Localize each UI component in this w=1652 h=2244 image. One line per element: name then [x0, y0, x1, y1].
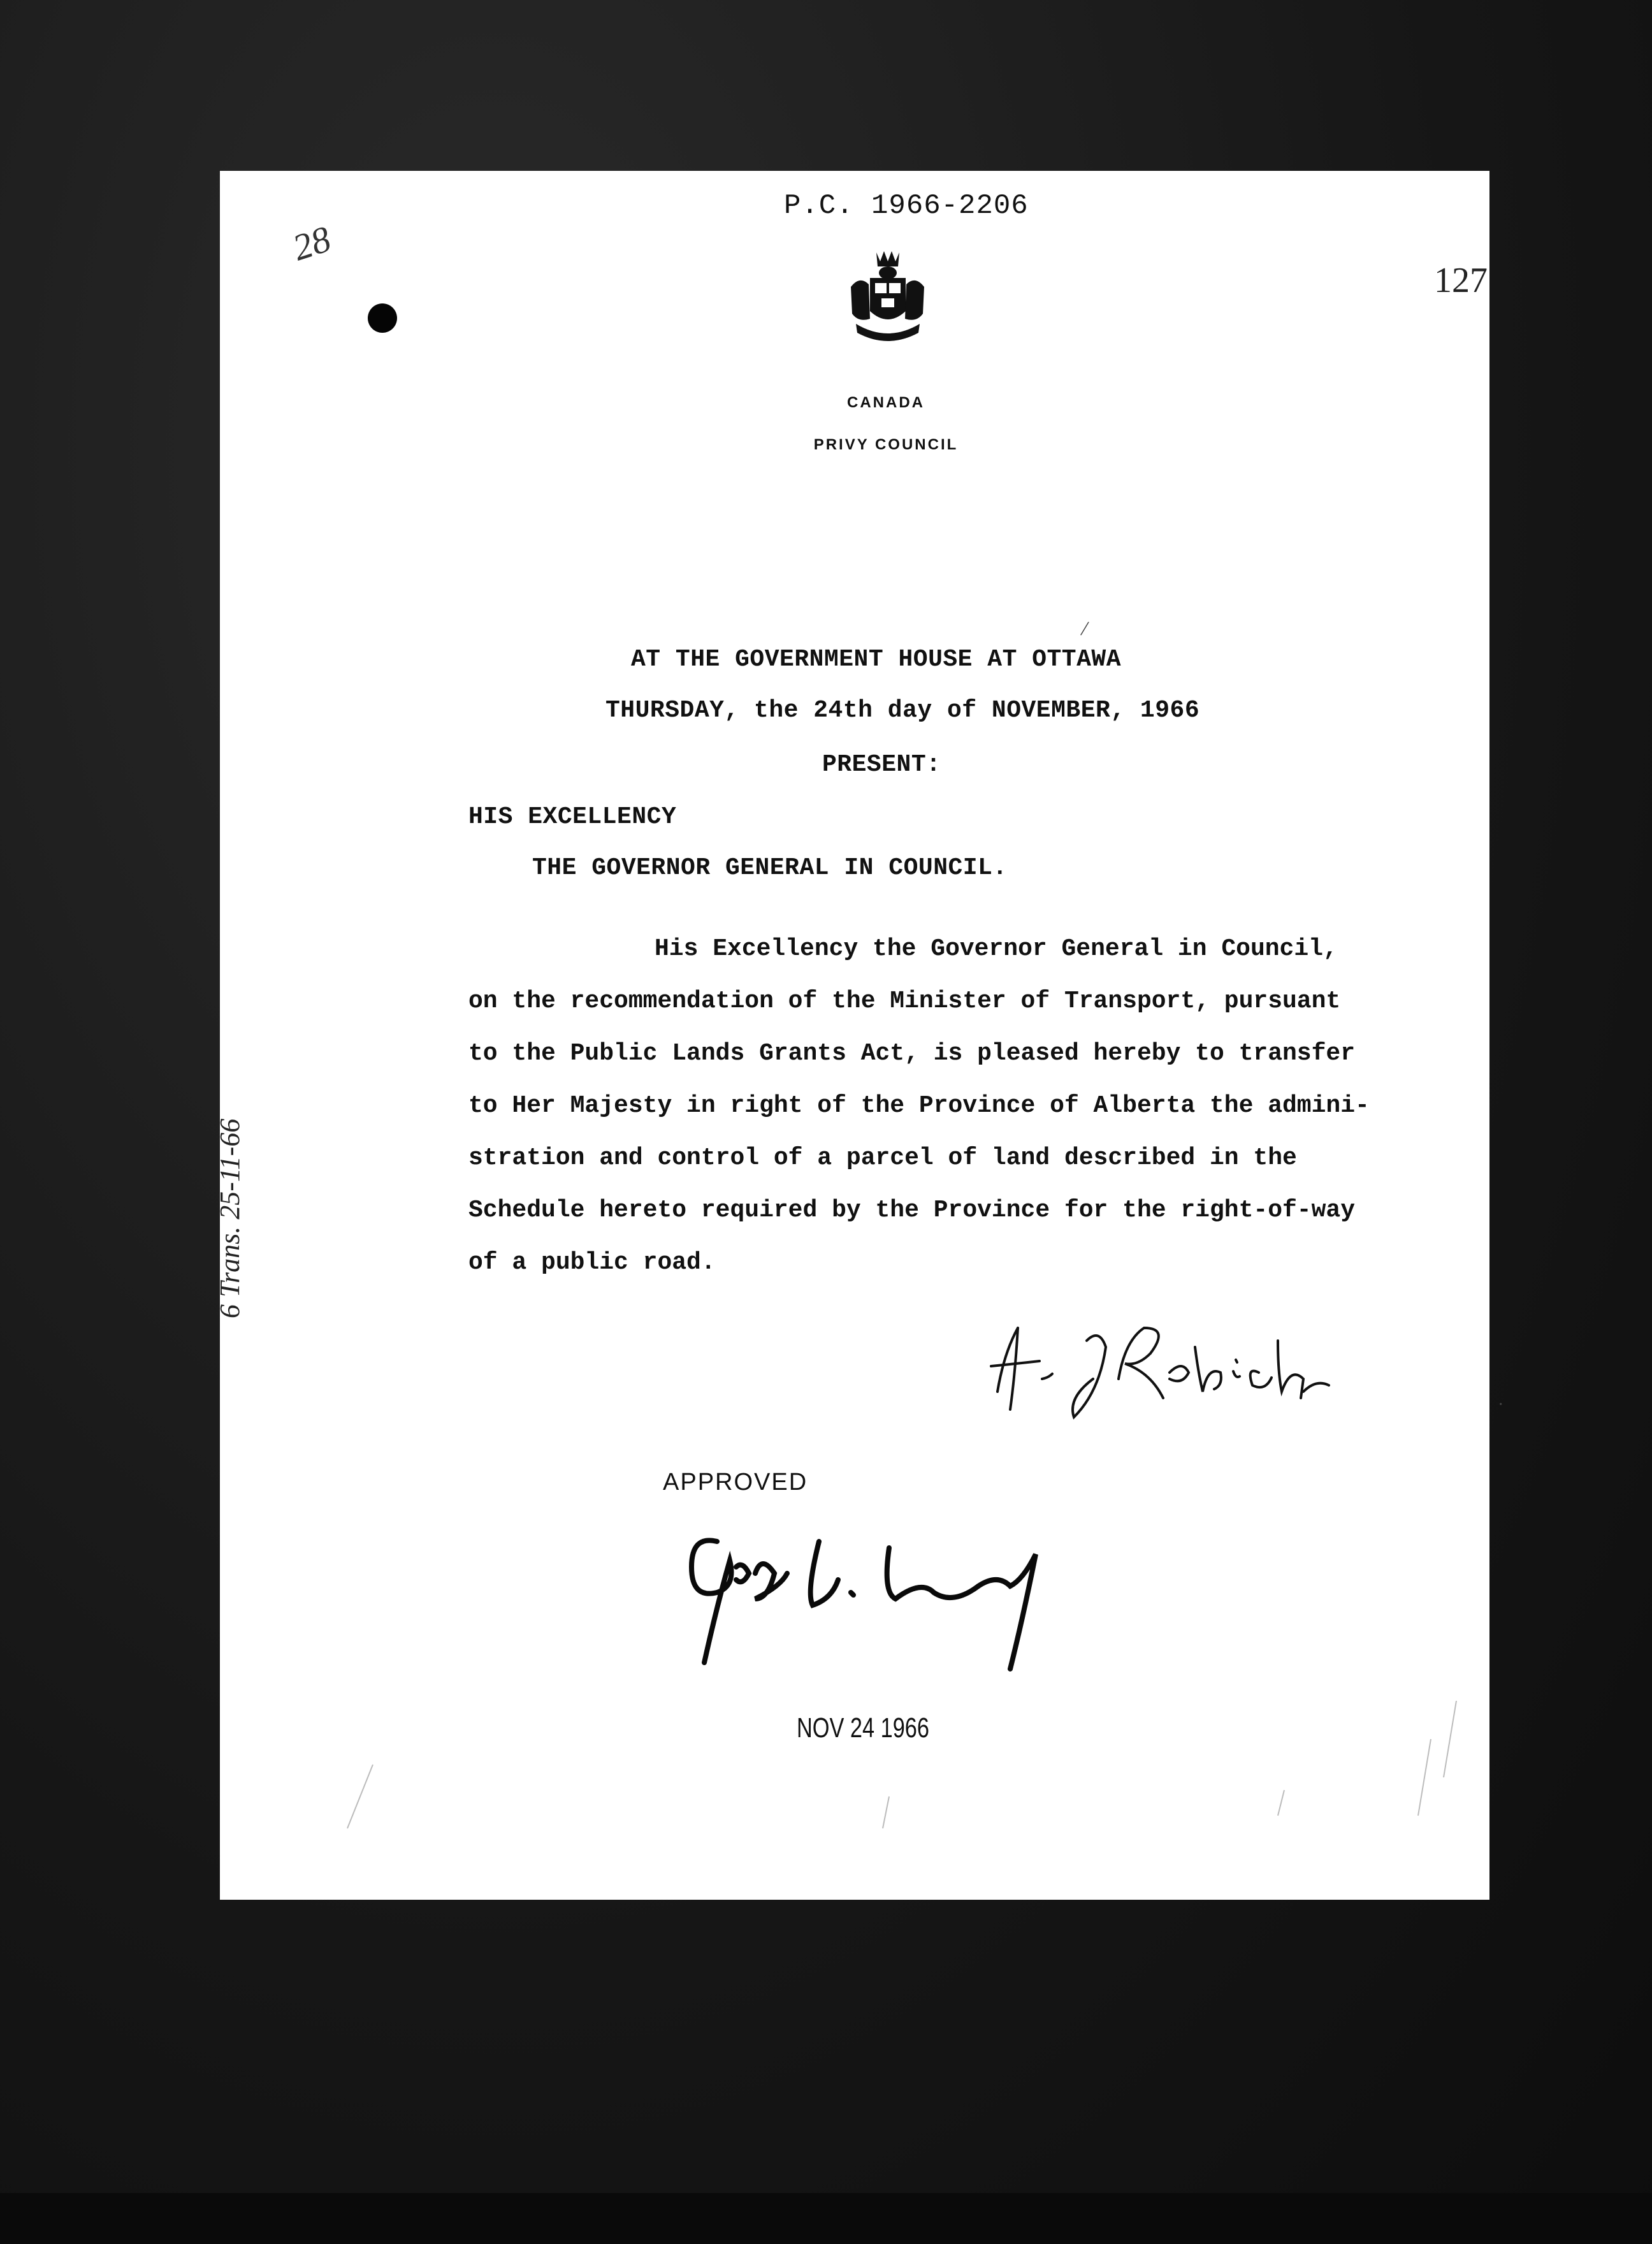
paper-scratches: [335, 1650, 1482, 1841]
body-line: to Her Majesty in right of the Province of Alberta the admini-: [468, 1092, 1370, 1119]
punch-hole: [368, 303, 397, 333]
approval-date-stamp: NOV 24 1966: [797, 1712, 929, 1744]
excellency-heading: HIS EXCELLENCY: [468, 803, 677, 831]
privy-council-label: PRIVY COUNCIL: [813, 436, 959, 453]
film-edge-strip: [0, 2193, 1652, 2244]
document-page: [214, 171, 1504, 1900]
page-number: 127: [1434, 261, 1488, 300]
place-heading: AT THE GOVERNMENT HOUSE AT OTTAWA: [631, 646, 1122, 673]
body-line: stration and control of a parcel of land described in the: [468, 1144, 1297, 1172]
minister-signature: [978, 1302, 1335, 1424]
stray-mark: /: [1079, 616, 1090, 641]
coat-of-arms-icon: [844, 247, 931, 349]
body-line: on the recommendation of the Minister of Transport, pursuant: [468, 987, 1341, 1015]
body-line: Schedule hereto required by the Province for the right-of-way: [468, 1197, 1356, 1224]
body-line: His Excellency the Governor General in Council,: [655, 935, 1338, 963]
order-number: P.C. 1966-2206: [784, 190, 1029, 222]
handwritten-margin-note: 6 Trans. 25-11-66: [214, 1118, 245, 1318]
date-heading: THURSDAY, the 24th day of NOVEMBER, 1966: [605, 697, 1200, 724]
present-heading: PRESENT:: [822, 751, 941, 778]
order-body: [468, 923, 1488, 1289]
body-line: of a public road.: [468, 1249, 716, 1276]
governor-general-heading: THE GOVERNOR GENERAL IN COUNCIL.: [532, 854, 1008, 882]
body-line: to the Public Lands Grants Act, is pleased hereby to transfer: [468, 1040, 1356, 1067]
approved-label: APPROVED: [663, 1469, 808, 1496]
country-label: CANADA: [847, 394, 925, 411]
handwritten-file-mark: 28: [287, 217, 336, 269]
stray-dot: ·: [1498, 1395, 1504, 1415]
